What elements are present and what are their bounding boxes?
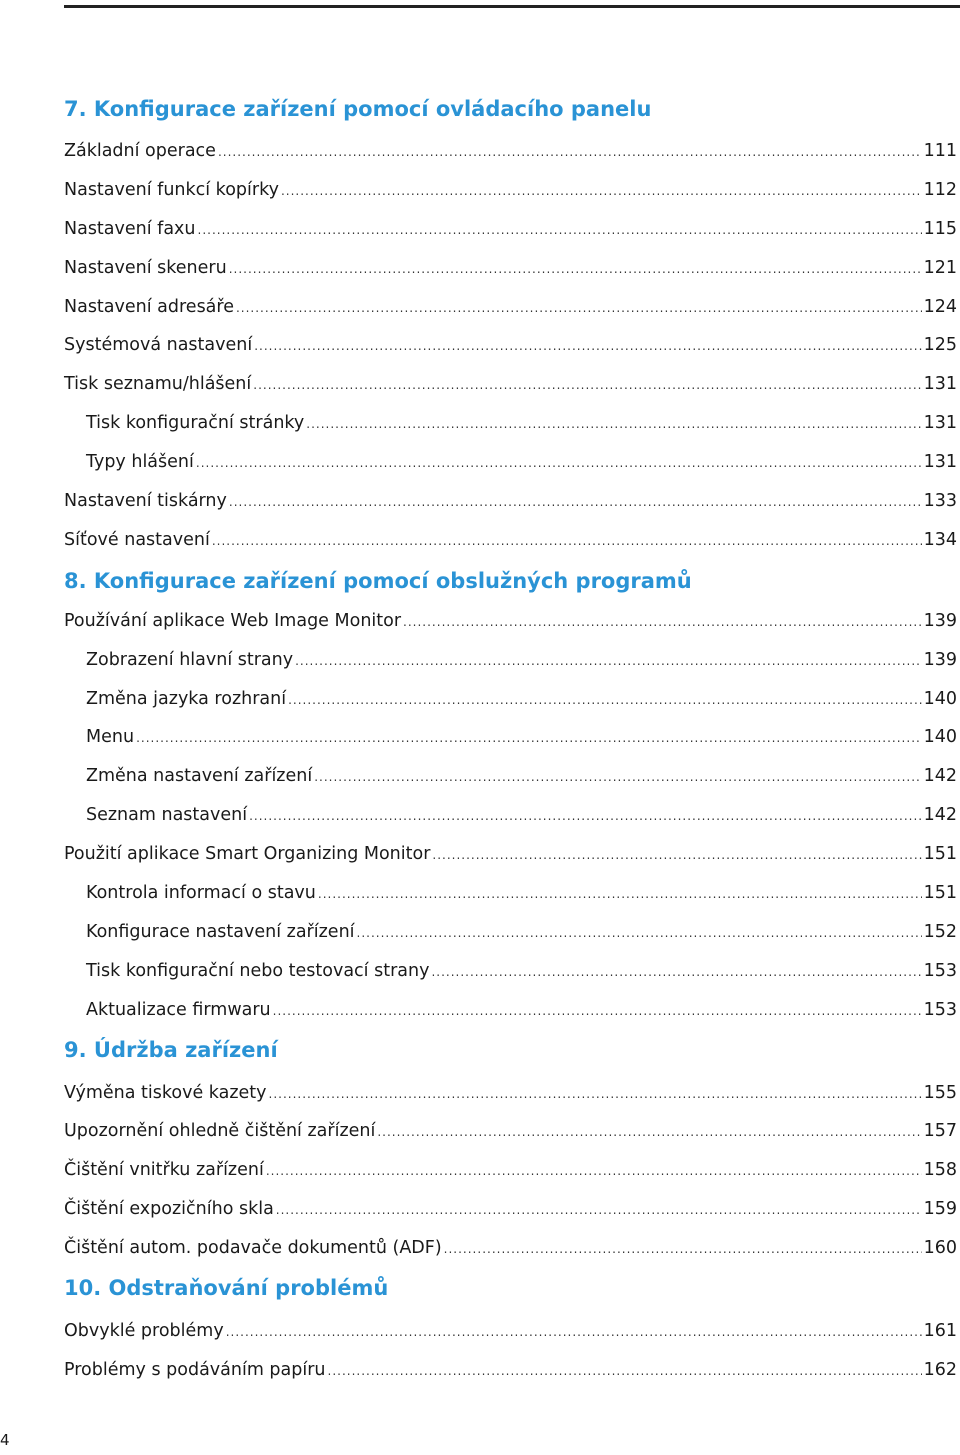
toc-entry-title: Čištění expozičního skla: [64, 1199, 274, 1220]
dot-leader: [229, 483, 922, 522]
top-rule: [64, 5, 960, 8]
dot-leader: [229, 250, 922, 289]
page-number: 4: [0, 1431, 10, 1449]
toc-entry-title: Menu: [86, 727, 135, 748]
chapter-heading-10[interactable]: 10. Odstraňování problémů: [64, 1276, 389, 1301]
toc-entry-title: Změna nastavení zařízení: [86, 766, 313, 787]
toc-entry-page: 161: [923, 1321, 957, 1342]
dot-leader: [281, 172, 922, 211]
toc-entry-title: Konfigurace nastavení zařízení: [86, 921, 355, 942]
dot-leader: [249, 797, 922, 836]
dot-leader: [236, 289, 922, 328]
toc-subentry[interactable]: [64, 404, 957, 443]
toc-entry-title: Nastavení tiskárny: [64, 491, 227, 512]
dot-leader: [196, 444, 922, 483]
chapter-heading-8[interactable]: 8. Konfigurace zařízení pomocí obslužných programů: [64, 568, 692, 593]
toc-entry-page: 139: [923, 610, 957, 631]
toc-entry-page: 142: [923, 766, 957, 787]
toc-subentry[interactable]: [64, 952, 957, 991]
dot-leader: [269, 1075, 922, 1114]
toc-entry-page: 151: [923, 883, 957, 904]
toc-entry-page: 160: [923, 1238, 957, 1259]
toc-entry-page: 133: [923, 491, 957, 512]
toc-entry-page: 131: [923, 452, 957, 473]
dot-leader: [444, 1230, 922, 1269]
dot-leader: [403, 603, 922, 642]
toc-entry-page: 153: [923, 999, 957, 1020]
dot-leader: [273, 992, 922, 1031]
chapter-heading-7[interactable]: 7. Konfigurace zařízení pomocí ovládacího panelu: [64, 97, 652, 121]
dot-leader: [328, 1352, 922, 1391]
toc-entry[interactable]: [64, 171, 957, 210]
toc-entry-title: Čištění vnitřku zařízení: [64, 1160, 264, 1181]
toc-entry-title: Seznam nastavení: [86, 805, 248, 826]
toc-entry-page: 139: [923, 649, 957, 670]
toc-entry-title: Nastavení funkcí kopírky: [64, 179, 279, 200]
dot-leader: [318, 875, 922, 914]
toc-entry-page: 158: [923, 1160, 957, 1181]
toc-entry[interactable]: [64, 326, 957, 365]
dot-leader: [431, 953, 921, 992]
toc-entry[interactable]: [64, 210, 957, 249]
toc-entry-page: 152: [923, 921, 957, 942]
toc-entry-title: Systémová nastavení: [64, 335, 253, 356]
toc-entry[interactable]: [64, 835, 957, 874]
toc-entry[interactable]: [64, 249, 957, 288]
toc-subentry[interactable]: [64, 641, 957, 680]
toc-entry-page: 115: [923, 218, 957, 239]
toc-subentry[interactable]: [64, 443, 957, 482]
dot-leader: [212, 522, 922, 561]
toc-entry[interactable]: [64, 132, 957, 171]
dot-leader: [254, 327, 921, 366]
dot-leader: [306, 405, 921, 444]
toc-entry-page: 131: [923, 413, 957, 434]
toc-subentry[interactable]: [64, 796, 957, 835]
toc-entry-title: Výměna tiskové kazety: [64, 1082, 267, 1103]
toc-entry[interactable]: [64, 1312, 957, 1351]
toc-entry[interactable]: [64, 1229, 957, 1268]
toc-entry-page: 157: [923, 1121, 957, 1142]
toc-entry-title: Používání aplikace Web Image Monitor: [64, 610, 402, 631]
toc-entry-page: 131: [923, 374, 957, 395]
dot-leader: [226, 1313, 922, 1352]
toc-subentry[interactable]: [64, 991, 957, 1030]
toc-subentry[interactable]: [64, 718, 957, 757]
toc-entry[interactable]: [64, 602, 957, 641]
dot-leader: [253, 366, 921, 405]
toc-entry[interactable]: [64, 1151, 957, 1190]
toc-entry-title: Problémy s podáváním papíru: [64, 1359, 326, 1380]
toc-entry-title: Zobrazení hlavní strany: [86, 649, 294, 670]
toc-entry-title: Čištění autom. podavače dokumentů (ADF): [64, 1238, 442, 1259]
toc-entry-title: Nastavení adresáře: [64, 296, 234, 317]
table-of-contents: [64, 88, 957, 1390]
toc-entry-page: 121: [923, 257, 957, 278]
toc-entry-page: 159: [923, 1199, 957, 1220]
toc-entry-title: Upozornění ohledně čištění zařízení: [64, 1121, 376, 1142]
toc-entry[interactable]: [64, 1351, 957, 1390]
toc-subentry[interactable]: [64, 874, 957, 913]
toc-entry[interactable]: [64, 521, 957, 560]
toc-entry[interactable]: [64, 482, 957, 521]
dot-leader: [432, 836, 921, 875]
dot-leader: [295, 642, 922, 681]
toc-entry-page: 155: [923, 1082, 957, 1103]
dot-leader: [218, 133, 922, 172]
dot-leader: [276, 1191, 922, 1230]
toc-entry-page: 134: [923, 529, 957, 550]
toc-entry-title: Síťové nastavení: [64, 529, 210, 550]
dot-leader: [136, 719, 922, 758]
toc-entry-title: Typy hlášení: [86, 452, 194, 473]
chapter-heading-9[interactable]: 9. Údržba zařízení: [64, 1037, 278, 1062]
toc-entry-page: 124: [923, 296, 957, 317]
dot-leader: [377, 1113, 921, 1152]
toc-entry-page: 142: [923, 805, 957, 826]
dot-leader: [314, 758, 921, 797]
toc-entry-title: Tisk konfigurační stránky: [86, 413, 305, 434]
toc-subentry[interactable]: [64, 757, 957, 796]
toc-entry-page: 140: [923, 727, 957, 748]
toc-entry[interactable]: [64, 288, 957, 327]
toc-entry-page: 151: [923, 844, 957, 865]
dot-leader: [357, 914, 922, 953]
toc-subentry[interactable]: [64, 680, 957, 719]
toc-entry-page: 111: [923, 141, 957, 161]
dot-leader: [288, 681, 922, 720]
toc-entry[interactable]: [64, 1074, 957, 1113]
toc-entry-title: Obvyklé problémy: [64, 1321, 224, 1342]
toc-entry-title: Použití aplikace Smart Organizing Monitor: [64, 844, 431, 865]
toc-entry-page: 162: [923, 1359, 957, 1380]
dot-leader: [266, 1152, 922, 1191]
toc-subentry[interactable]: [64, 913, 957, 952]
toc-entry-page: 112: [923, 179, 957, 200]
dot-leader: [198, 211, 922, 250]
toc-entry-title: Nastavení faxu: [64, 218, 196, 239]
toc-entry-title: Změna jazyka rozhraní: [86, 688, 287, 709]
toc-entry-title: Kontrola informací o stavu: [86, 883, 316, 904]
toc-entry[interactable]: [64, 1112, 957, 1151]
toc-entry-title: Základní operace: [64, 141, 216, 161]
toc-entry[interactable]: [64, 1190, 957, 1229]
toc-entry-title: Nastavení skeneru: [64, 257, 227, 278]
toc-entry-page: 125: [923, 335, 957, 356]
toc-entry[interactable]: [64, 365, 957, 404]
toc-entry-title: Aktualizace firmwaru: [86, 999, 271, 1020]
toc-entry-page: 153: [923, 960, 957, 981]
toc-entry-title: Tisk konfigurační nebo testovací strany: [86, 960, 430, 981]
toc-entry-page: 140: [923, 688, 957, 709]
toc-entry-title: Tisk seznamu/hlášení: [64, 374, 252, 395]
